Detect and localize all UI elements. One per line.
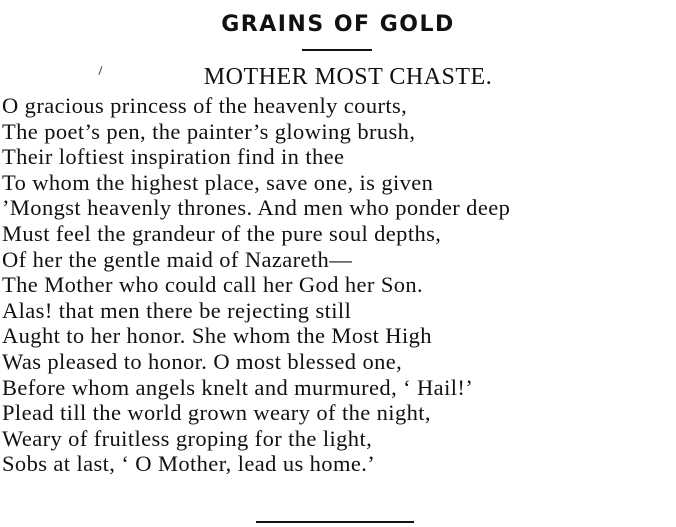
section-heading: GRAINS OF GOLD [221, 12, 455, 37]
poem-line: Alas! that men there be rejecting still [2, 297, 352, 323]
poem-line: Plead till the world grown weary of the night, [2, 400, 431, 426]
poem-line: To whom the highest place, save one, is given [2, 169, 434, 195]
closing-divider [256, 521, 414, 523]
poem-line: The poet’s pen, the painter’s glowing brush, [2, 118, 416, 144]
poem-line: Of her the gentle maid of Nazareth— [2, 246, 353, 272]
heading-divider [302, 49, 372, 51]
poem-line: Their loftiest inspiration find in thee [2, 144, 345, 170]
poem-title: MOTHER MOST CHASTE. [203, 64, 493, 90]
poem-line: Sobs at last, ‘ O Mother, lead us home.’ [2, 451, 376, 477]
poem-line: O gracious princess of the heavenly courts, [2, 93, 408, 118]
poem-line: Was pleased to honor. O most blessed one, [2, 348, 403, 374]
poem-line: Weary of fruitless groping for the light, [2, 425, 373, 451]
poem-body [2, 93, 510, 477]
poem-line: ’Mongst heavenly thrones. And men who ponder deep [2, 195, 511, 221]
poem-line: Aught to her honor. She whom the Most High [2, 323, 432, 349]
poem-line: Must feel the grandeur of the pure soul depths, [2, 220, 442, 246]
poem-line: The Mother who could call her God her Son. [2, 272, 424, 298]
poem-line: Before whom angels knelt and murmured, ‘ Hail!’ [2, 374, 474, 400]
